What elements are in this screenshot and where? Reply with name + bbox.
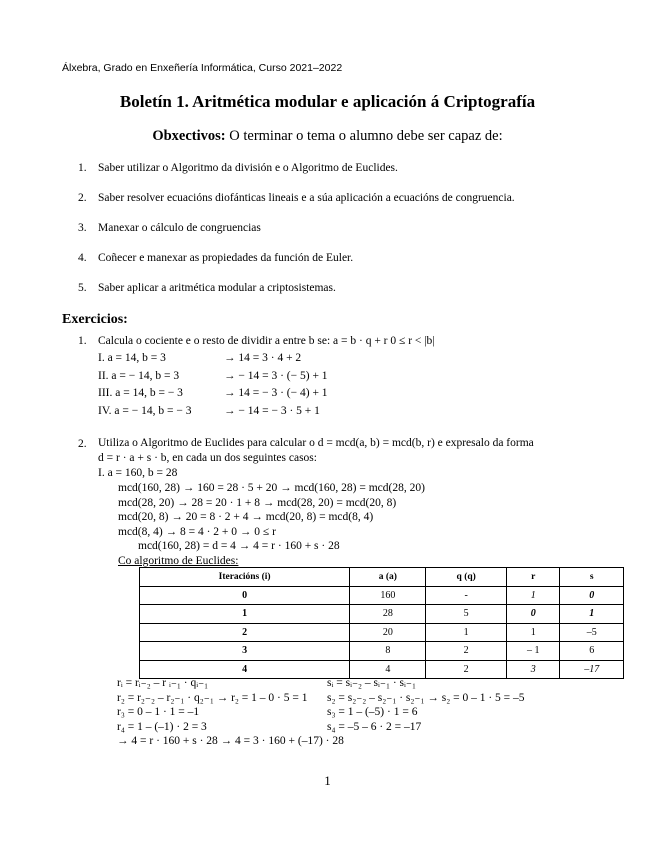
step-line: mcd(20, 8) → 20 = 8 · 2 + 4 → mcd(20, 8) = mcd(8, 4)	[118, 511, 374, 523]
item-number: 3.	[78, 222, 87, 234]
case-result: → − 14 = 3 · (− 5) + 1	[224, 369, 328, 382]
euclid-steps	[98, 481, 534, 568]
table-cell: 3	[506, 660, 560, 679]
case-label: II. a = − 14, b = 3	[98, 369, 180, 382]
table-cell: 3	[140, 642, 350, 661]
formula-line: sᵢ = sᵢ₋₂ – sᵢ₋₁ · sᵢ₋₁	[327, 677, 416, 689]
table-cell: 0	[560, 586, 624, 605]
formula-line: rᵢ = rᵢ₋₂ – r ᵢ₋₁ · qᵢ₋₁	[117, 677, 209, 689]
table-cell: 2	[426, 660, 506, 679]
table-cell: 5	[426, 605, 506, 624]
final-line: mcd(160, 28) = d = 4 → 4 = r · 160 + s · 28	[138, 540, 340, 552]
column-header: s	[560, 568, 624, 587]
table-cell: 6	[560, 642, 624, 661]
item-number: 4.	[78, 252, 87, 264]
table-cell: – 1	[506, 642, 560, 661]
course-header: Álxebra, Grado en Enxeñería Informática, Curso 2021–2022	[62, 62, 343, 74]
case-result: → − 14 = − 3 · 5 + 1	[224, 404, 320, 417]
item-number: 2.	[78, 192, 87, 204]
table-cell: 28	[350, 605, 426, 624]
table-cell: 8	[350, 642, 426, 661]
table-cell: 1	[560, 605, 624, 624]
column-header: q (q)	[426, 568, 506, 587]
page-title: Boletín 1. Aritmética modular e aplicación á Criptografía	[119, 92, 536, 111]
table-cell: 20	[350, 623, 426, 642]
table-cell: 160	[350, 586, 426, 605]
s-formulas	[327, 676, 525, 734]
case-label: III. a = 14, b = − 3	[98, 387, 183, 399]
case-result: → 14 = − 3 · (− 4) + 1	[224, 387, 328, 399]
formula-line: s₂ = s₂₋₂ – s₂₋₁ · s₂₋₁ → s₂ = 0 – 1 · 5 = –5	[327, 691, 525, 704]
step-line: mcd(28, 20) → 28 = 20 · 1 + 8 → mcd(28, 20) = mcd(20, 8)	[118, 496, 397, 509]
objectives-line	[0, 128, 655, 145]
table-cell: 2	[140, 623, 350, 642]
exercise-1-intro: Calcula o cociente e o resto de dividir a entre b se: a = b · q + r 0 ≤ r < |b|	[98, 335, 435, 347]
table-cell: 0	[506, 605, 560, 624]
column-header: a (a)	[350, 568, 426, 587]
list-item	[78, 162, 515, 192]
list-item	[78, 192, 515, 222]
table-cell: 1	[506, 586, 560, 605]
table-cell: 1	[426, 623, 506, 642]
item-text: Saber aplicar a aritmética modular a criptosistemas.	[98, 282, 336, 294]
table-caption: Co algoritmo de Euclides:	[118, 554, 239, 567]
case-row	[98, 350, 435, 368]
table-row	[140, 586, 624, 605]
exercise-number: 1.	[78, 335, 87, 347]
item-text: Saber resolver ecuacións diofánticas lineais e a súa aplicación a ecuacións de congruencia.	[98, 192, 515, 204]
case-row	[98, 385, 435, 403]
column-header: Iteracións (i)	[140, 568, 350, 587]
table-row	[140, 642, 624, 661]
objectives-list	[78, 162, 515, 312]
item-number: 1.	[78, 162, 87, 174]
objectives-text: O terminar o tema o alumno debe ser capaz de:	[225, 128, 503, 144]
table-cell: 1	[140, 605, 350, 624]
table-cell: 2	[426, 642, 506, 661]
table-row	[140, 605, 624, 624]
table-cell: 0	[140, 586, 350, 605]
case-result: → 14 = 3 · 4 + 2	[224, 352, 302, 364]
list-item	[78, 282, 515, 312]
item-text: Saber utilizar o Algoritmo da división e o Algoritmo de Euclides.	[98, 162, 398, 174]
case-row	[98, 368, 435, 386]
formula-line: r₂ = r₂₋₂ – r₂₋₁ · q₂₋₁ → r₂ = 1 – 0 · 5 = 1	[117, 691, 308, 704]
conclusion-line: → 4 = r · 160 + s · 28 → 4 = 3 · 160 + (–17) · 28	[117, 735, 344, 748]
item-text: Coñecer e manexar as propiedades da función de Euler.	[98, 252, 354, 264]
exercises-heading: Exercicios:	[62, 312, 128, 327]
formula-line: s₃ = 1 – (–5) · 1 = 6	[327, 706, 418, 719]
case-row	[98, 403, 435, 421]
page-number: 1	[324, 773, 331, 788]
table-cell: -	[426, 586, 506, 605]
case-label: I. a = 160, b = 28	[98, 467, 178, 479]
table-row	[140, 623, 624, 642]
list-item	[78, 252, 515, 282]
table-cell: –5	[560, 623, 624, 642]
step-line: mcd(160, 28) → 160 = 28 · 5 + 20 → mcd(160, 28) = mcd(28, 20)	[118, 482, 425, 494]
table-cell: –17	[560, 660, 624, 679]
r-formulas	[117, 676, 344, 749]
column-header: r	[506, 568, 560, 587]
exercise-2-intro-2: d = r · a + s · b, en cada un dos seguintes casos:	[98, 452, 317, 464]
formula-line: r₃ = 0 – 1 · 1 = –1	[117, 706, 200, 719]
exercise-number: 2.	[78, 438, 87, 450]
item-number: 5.	[78, 282, 87, 294]
formula-line: r₄ = 1 – (–1) · 2 = 3	[117, 720, 207, 733]
table-header-row	[140, 568, 624, 587]
case-label: IV. a = − 14, b = − 3	[98, 404, 192, 417]
formula-line: s₄ = –5 – 6 · 2 = –17	[327, 720, 422, 733]
table-cell: 1	[506, 623, 560, 642]
table-cell: 4	[140, 660, 350, 679]
case-label: I. a = 14, b = 3	[98, 352, 166, 364]
objectives-label: Obxectivos:	[152, 128, 226, 144]
list-item	[78, 222, 515, 252]
exercise-2-intro-1: Utiliza o Algoritmo de Euclides para calcular o d = mcd(a, b) = mcd(b, r) e expresalo da forma	[98, 437, 534, 449]
table-cell: 4	[350, 660, 426, 679]
item-text: Manexar o cálculo de congruencias	[98, 222, 261, 234]
step-line: mcd(8, 4) → 8 = 4 · 2 + 0 → 0 ≤ r	[118, 525, 276, 538]
euclid-table	[139, 567, 624, 679]
